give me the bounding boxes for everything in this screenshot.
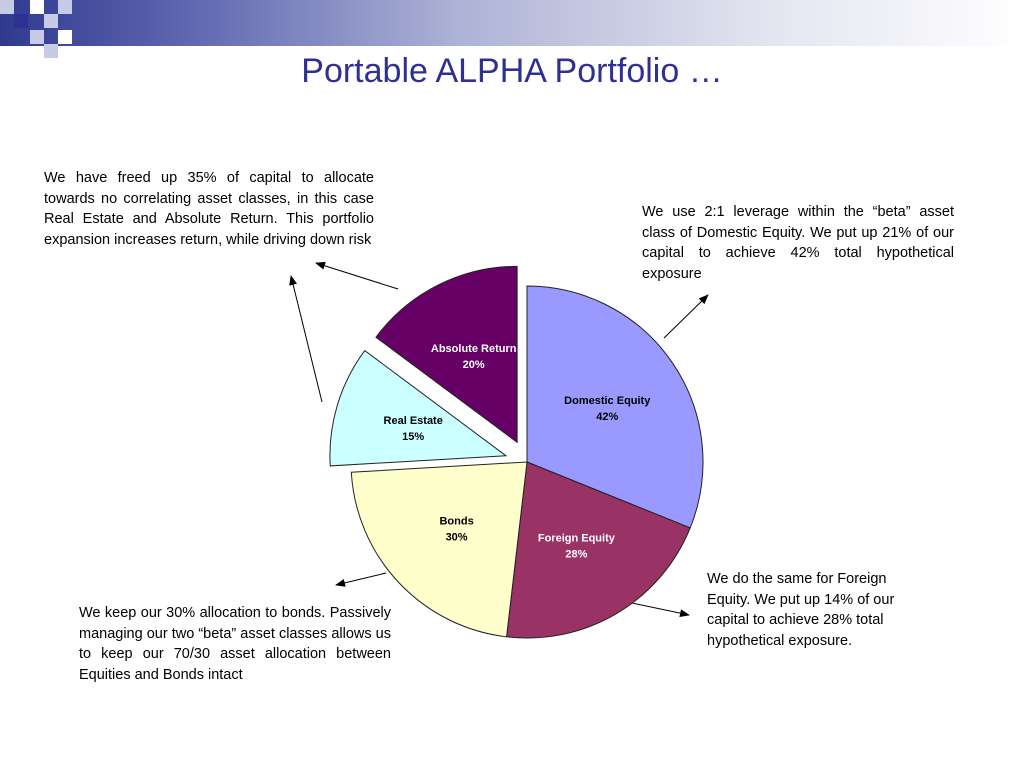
- note-top-right: We use 2:1 leverage within the “beta” asset class of Domestic Equity. We put up 21% of our capital to achieve 42% total hypothetical exposure: [642, 204, 954, 282]
- slice-label-real-estate: Real Estate: [383, 414, 443, 427]
- slice-label-foreign-equity: Foreign Equity: [537, 532, 615, 545]
- arrow-to-top-right-note: [664, 295, 708, 338]
- note-top-left: We have freed up 35% of capital to allocate towards no correlating asset classes, in this case Real Estate and Absolute Return. This portfolio expansion increases return, while driving down risk: [44, 170, 374, 248]
- arrow-to-top-left-note-1: [316, 263, 398, 289]
- slice-value-domestic-equity: 42%: [596, 410, 619, 423]
- note-bottom-right: We do the same for Foreign Equity. We put up 14% of our capital to achieve 28% total hypothetical exposure.: [707, 571, 895, 649]
- arrow-to-bottom-left-note: [336, 573, 386, 585]
- note-bottom-left: We keep our 30% allocation to bonds. Passively managing our two “beta” asset classes allows us to keep our 70/30 asset allocation between Equities and Bonds intact: [79, 605, 391, 683]
- pie-slice-bonds: [351, 462, 527, 637]
- slice-value-foreign-equity: 28%: [565, 548, 588, 561]
- slice-label-absolute-return: Absolute Return: [430, 342, 517, 355]
- slice-label-bonds: Bonds: [439, 515, 474, 528]
- slice-label-domestic-equity: Domestic Equity: [564, 394, 651, 407]
- arrow-to-bottom-right-note: [632, 603, 689, 615]
- slice-value-real-estate: 15%: [402, 430, 425, 443]
- pie-slices: [330, 266, 703, 638]
- arrow-to-top-left-note-2: [291, 276, 322, 402]
- slide-title: Portable ALPHA Portfolio …: [301, 52, 723, 90]
- slice-value-absolute-return: 20%: [462, 358, 485, 371]
- slice-value-bonds: 30%: [445, 531, 468, 544]
